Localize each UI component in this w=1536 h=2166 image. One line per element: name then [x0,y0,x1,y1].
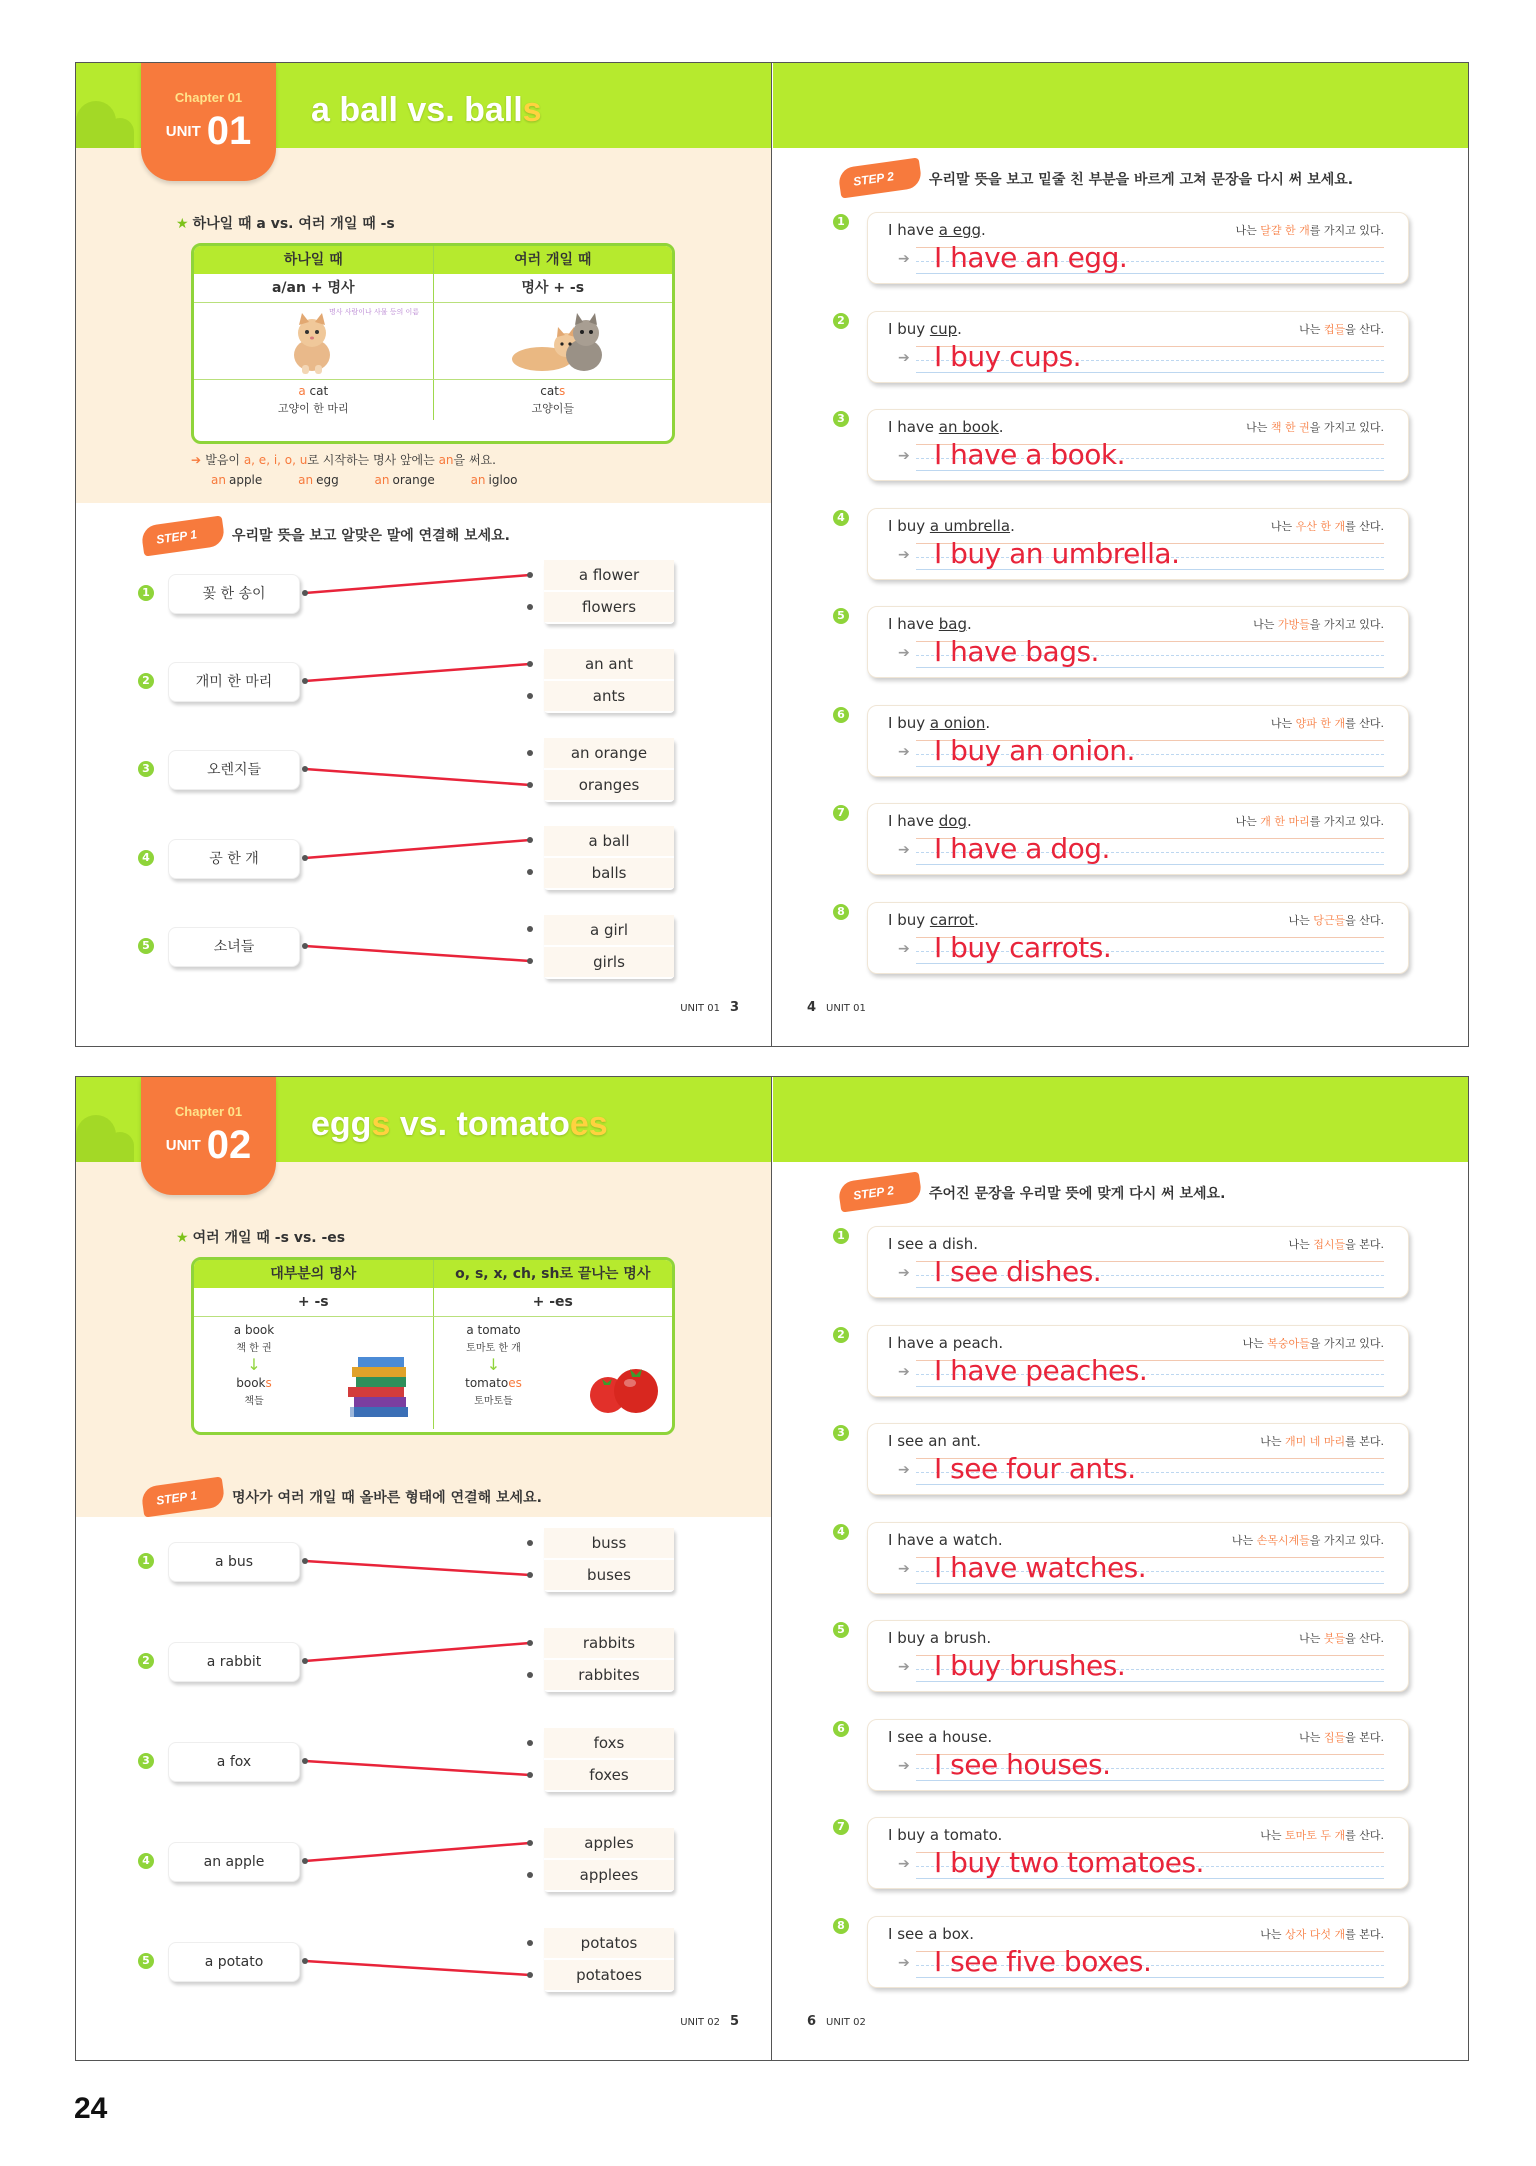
unit-badge [141,1077,276,1195]
unit-title [311,91,542,130]
match-dot[interactable] [527,1940,533,1946]
match-line [305,575,530,593]
tomatoes-image [584,1353,664,1419]
option-2[interactable]: buses [544,1560,674,1590]
page-footer: 6 UNIT 02 [807,2014,866,2029]
chapter-label: Chapter 01 [174,90,243,105]
exercise-card [867,606,1409,678]
exercise-card [867,409,1409,481]
title-highlight: s [522,91,542,129]
arrow-icon: ➔ [898,1462,910,1478]
exercise-prompt: I buy a brush. [888,1629,992,1647]
kr-book: 책 한 권 [236,1343,272,1354]
match-prompt[interactable]: an apple [168,1842,300,1882]
exercise-card [867,1817,1409,1889]
arrow-icon: ➔ [898,448,910,464]
match-prompt[interactable]: 공 한 개 [168,839,300,879]
match-line [305,1961,530,1975]
unit-number: 01 [206,109,252,153]
step-2-badge: STEP 2 [837,157,922,198]
item-number: 3 [833,1425,849,1441]
unit-title: eggs vs. tomatoes [311,1105,608,1143]
answer-text[interactable]: I buy carrots. [934,930,1112,964]
exercise-korean: 나는 우산 한 개를 산다. [1270,519,1384,533]
chapter-label: Chapter 01 [174,1104,243,1119]
exercise-card [867,508,1409,580]
answer-text[interactable]: I have watches. [934,1550,1147,1584]
match-line [305,946,530,961]
exercise-card [867,311,1409,383]
exercise-prompt: I have bag. [888,615,972,633]
page-4 [773,63,1468,1046]
item-number: 2 [833,313,849,329]
match-prompt[interactable]: 개미 한 마리 [168,662,300,702]
item-number: 4 [138,1853,154,1869]
exercise-prompt: I buy a onion. [888,713,991,732]
item-number: 1 [833,214,849,230]
match-line [305,1843,530,1861]
match-dot[interactable] [302,1758,308,1764]
exercise-prompt: I see a box. [888,1924,975,1943]
example-item: an egg [298,473,339,487]
answer-text[interactable]: I buy an umbrella. [934,536,1180,570]
item-number: 4 [833,510,849,526]
header-band [773,1077,1468,1162]
exercise-prompt: I have dog. [888,812,972,830]
match-prompt[interactable]: 오렌지들 [168,750,300,790]
rule-plural: 명사 + -s [521,280,585,296]
down-arrow-icon: ↓ [247,1355,261,1374]
page-5 [76,1077,772,2060]
exercise-prompt: I see a house. [888,1727,993,1746]
col-header-es: o, s, x, ch, sh로 끝나는 명사 [455,1266,651,1282]
grammar-table [191,243,675,444]
item-number: 1 [138,585,154,601]
leaf-decoration [106,1132,134,1162]
exercise-korean: 나는 책 한 권을 가지고 있다. [1246,421,1384,434]
exercise-card [867,1719,1409,1791]
books-image [344,1351,414,1419]
exercise-korean: 나는 상자 다섯 개를 본다. [1260,1927,1384,1941]
col-header-most: 대부분의 명사 [194,1260,434,1288]
match-dot[interactable] [527,1740,533,1746]
kr-tomato: 토마토 한 개 [466,1343,521,1354]
match-line [305,769,530,785]
match-dot[interactable] [527,1872,533,1878]
match-dot[interactable] [527,926,533,932]
match-dot[interactable] [527,837,533,843]
step-1-instruction: 우리말 뜻을 보고 알맞은 말에 연결해 보세요. [232,528,510,544]
arrow-icon: ➔ [898,1265,910,1281]
option-1[interactable]: an ant [544,649,674,679]
option-2[interactable]: potatoes [544,1960,674,1990]
word-tomato: a tomato [466,1323,521,1337]
option-2[interactable]: ants [544,681,674,711]
title-text: a ball vs. ball [311,91,523,129]
grammar-heading: ★ 하나일 때 a vs. 여러 개일 때 -s [176,216,395,232]
star-icon: ★ [176,1230,189,1246]
exercise-korean: 나는 손목시계들을 가지고 있다. [1231,1533,1384,1547]
spread-unit-02 [75,1076,1469,2061]
match-dot[interactable] [527,1572,533,1578]
match-dot[interactable] [302,1658,308,1664]
item-number: 1 [833,1228,849,1244]
page-6 [773,1077,1468,2060]
option-2[interactable]: oranges [544,770,674,800]
exercise-prompt: I have a egg. [888,221,986,239]
option-1[interactable]: buss [544,1528,674,1558]
answer-text[interactable]: I have bags. [934,635,1099,668]
exercise-prompt: I buy a tomato. [888,1826,1003,1844]
item-number: 3 [833,411,849,427]
step-1-badge: STEP 1 [140,1476,225,1517]
answer-text[interactable]: I see houses. [934,1747,1111,1781]
exercise-card [867,212,1409,284]
match-dot[interactable] [527,1772,533,1778]
exercise-card [867,1226,1409,1298]
noun-annotation: 명사 사람이나 사물 등의 이름 [329,308,420,316]
option-2[interactable]: foxes [544,1760,674,1790]
item-number: 2 [138,1653,154,1669]
header-band [773,63,1468,148]
arrow-icon: ➔ [898,1954,910,1971]
grammar-table [191,1257,675,1435]
exercise-card [867,1522,1409,1594]
match-dot[interactable] [527,572,533,578]
exercise-prompt: I buy carrot. [888,910,979,929]
exercise-prompt: I buy cup. [888,319,962,338]
option-2[interactable]: balls [544,858,674,888]
col-header-plural: 여러 개일 때 [514,252,592,268]
arrow-icon: ➔ [898,1363,910,1380]
rule-es: + -es [532,1294,573,1310]
page-footer: 4 UNIT 01 [807,1000,866,1015]
kr-tomatoes: 토마토들 [474,1396,513,1407]
example-item: an orange [374,473,435,487]
item-number: 4 [833,1524,849,1540]
grammar-heading: ★ 여러 개일 때 -s vs. -es [176,1230,346,1246]
match-prompt[interactable]: a rabbit [168,1642,300,1682]
kr-cat: 고양이 한 마리 [277,402,349,415]
exercise-korean: 나는 가방들을 가지고 있다. [1253,618,1384,631]
option-2[interactable]: rabbites [544,1660,674,1690]
item-number: 7 [833,1819,849,1835]
exercise-prompt: I have a watch. [888,1530,1003,1549]
option-1[interactable]: foxs [544,1728,674,1758]
exercise-korean: 나는 접시들을 본다. [1288,1238,1384,1251]
cats-image [502,309,612,375]
match-dot[interactable] [302,943,308,949]
exercise-card [867,1620,1409,1692]
item-number: 8 [833,1918,849,1934]
match-dot[interactable] [302,855,308,861]
exercise-prompt: I see an ant. [888,1432,982,1450]
match-dot[interactable] [302,1858,308,1864]
exercise-korean: 나는 달걀 한 개를 가지고 있다. [1235,224,1384,237]
step-2-instruction: 주어진 문장을 우리말 뜻에 맞게 다시 써 보세요. [929,1186,1226,1202]
item-number: 3 [138,761,154,777]
match-dot[interactable] [302,678,308,684]
page-3 [76,63,772,1046]
match-dot[interactable] [527,869,533,875]
match-prompt[interactable]: 소녀들 [168,927,300,967]
match-line [305,840,530,858]
down-arrow-icon: ↓ [486,1355,501,1374]
item-number: 1 [138,1553,154,1569]
exercise-korean: 나는 복숭아들을 가지고 있다. [1242,1336,1384,1350]
step-1-instruction: 명사가 여러 개일 때 올바른 형태에 연결해 보세요. [232,1490,542,1506]
col-header-singular: 하나일 때 [194,246,434,274]
exercise-prompt: I buy a umbrella. [888,516,1015,535]
answer-text[interactable]: I buy two tomatoes. [934,1846,1204,1879]
spread-unit-01 [75,62,1469,1047]
page-footer: UNIT 02 5 [680,2014,739,2029]
match-dot[interactable] [527,1672,533,1678]
suffix-s: s [558,384,566,398]
arrow-icon: ➔ [898,1757,910,1774]
arrow-icon: ➔ [898,1856,910,1872]
example-item: an igloo [470,473,518,487]
item-number: 5 [138,1953,154,1969]
exercise-prompt: I have an book. [888,418,1004,436]
option-1[interactable]: an orange [544,738,674,768]
exercise-korean: 나는 토마토 두 개를 산다. [1260,1829,1384,1842]
exercise-korean: 나는 당근들을 산다. [1288,913,1384,927]
match-dot[interactable] [527,958,533,964]
match-dot[interactable] [302,590,308,596]
match-dot[interactable] [302,1958,308,1964]
article-a: a [298,384,306,398]
option-2[interactable]: applees [544,1860,674,1890]
example-item: an apple [211,473,263,487]
rule-singular: a/an + 명사 [194,274,434,302]
match-dot[interactable] [527,1540,533,1546]
arrow-icon: ➔ [898,1659,910,1675]
option-1[interactable]: rabbits [544,1628,674,1658]
exercise-korean: 나는 컵들을 산다. [1299,322,1384,336]
match-prompt[interactable]: a fox [168,1742,300,1782]
match-dot[interactable] [527,1840,533,1846]
match-dot[interactable] [527,661,533,667]
item-number: 5 [138,938,154,954]
arrow-icon: ➔ [191,453,206,467]
step-1-badge: STEP 1 [140,515,225,556]
match-dot[interactable] [527,1640,533,1646]
exercise-card [867,1916,1409,1988]
answer-text[interactable]: I have a book. [934,438,1125,471]
match-dot[interactable] [527,604,533,610]
unit-label: UNIT [165,123,201,140]
answer-text[interactable]: I see four ants. [934,1452,1136,1485]
step-2-instruction: 우리말 뜻을 보고 밑줄 친 부분을 바르게 고쳐 문장을 다시 써 보세요. [929,172,1354,188]
arrow-icon: ➔ [898,842,910,858]
exercise-korean: 나는 개미 네 마리를 본다. [1260,1435,1384,1448]
answer-text[interactable]: I buy an onion. [934,733,1135,767]
word-cats: cat [540,384,559,398]
match-dot[interactable] [527,693,533,699]
match-dot[interactable] [302,766,308,772]
option-1[interactable]: a ball [544,826,674,856]
item-number: 6 [833,707,849,723]
unit-label: UNIT [165,1137,201,1154]
match-prompt[interactable]: 꽃 한 송이 [168,574,300,614]
suffix-es: es [508,1376,522,1390]
match-prompt[interactable]: a bus [168,1542,300,1582]
exercise-korean: 나는 붓들을 산다. [1299,1632,1384,1645]
item-number: 8 [833,904,849,920]
match-dot[interactable] [302,1558,308,1564]
match-dot[interactable] [527,1972,533,1978]
answer-text[interactable]: I have a dog. [934,832,1110,865]
page-footer: UNIT 01 3 [680,1000,739,1015]
answer-text[interactable]: I buy cups. [934,339,1082,373]
rule-s: + -s [194,1288,434,1316]
kr-books: 책들 [244,1396,264,1407]
option-1[interactable]: a flower [544,560,674,590]
star-icon: ★ [176,216,189,232]
exercise-korean: 나는 양파 한 개를 산다. [1270,716,1384,730]
item-number: 5 [833,1622,849,1638]
answer-text[interactable]: I have peaches. [934,1353,1148,1387]
arrow-icon: ➔ [898,349,910,366]
word-books: book [236,1376,266,1390]
exercise-card [867,1325,1409,1397]
match-line [305,1643,530,1661]
option-2[interactable]: flowers [544,592,674,622]
option-1[interactable]: potatos [544,1928,674,1958]
arrow-icon: ➔ [898,546,910,563]
an-examples [211,473,550,487]
suffix-s: s [265,1376,272,1390]
leaf-decoration [106,118,134,148]
option-1[interactable]: apples [544,1828,674,1858]
exercise-prompt: I have a peach. [888,1333,1004,1352]
exercise-card [867,902,1409,974]
word-cat: cat [305,384,329,398]
item-number: 2 [833,1327,849,1343]
item-number: 5 [833,608,849,624]
exercise-card [867,1423,1409,1495]
arrow-icon: ➔ [898,645,910,661]
arrow-icon: ➔ [898,940,910,957]
item-number: 3 [138,1753,154,1769]
unit-number: 02 [206,1123,252,1167]
option-1[interactable]: a girl [544,915,674,945]
match-dot[interactable] [527,782,533,788]
option-2[interactable]: girls [544,947,674,977]
unit-badge [141,63,276,181]
answer-text[interactable]: I see dishes. [934,1255,1102,1288]
arrow-icon: ➔ [898,1560,910,1577]
item-number: 4 [138,850,154,866]
arrow-icon: ➔ [898,743,910,760]
kr-cats: 고양이들 [531,402,574,415]
arrow-icon: ➔ [898,251,910,267]
answer-text[interactable]: I have an egg. [934,241,1128,274]
match-prompt[interactable]: a potato [168,1942,300,1982]
exercise-card [867,803,1409,875]
item-number: 2 [138,673,154,689]
match-line [305,1561,530,1575]
word-tomatoes: tomato [465,1376,509,1390]
exercise-korean: 나는 집들을 본다. [1299,1730,1384,1744]
exercise-korean: 나는 개 한 마리를 가지고 있다. [1235,815,1384,828]
word-book: a book [233,1323,275,1337]
match-dot[interactable] [527,750,533,756]
exercise-prompt: I see a dish. [888,1235,978,1253]
step-2-badge: STEP 2 [837,1171,922,1212]
match-line [305,1761,530,1775]
item-number: 7 [833,805,849,821]
an-note: ➔ 발음이 a, e, i, o, u로 시작하는 명사 앞에는 an을 써요. [191,453,496,467]
answer-text[interactable]: I buy brushes. [934,1649,1126,1682]
item-number: 6 [833,1721,849,1737]
match-line [305,664,530,681]
cat-image [282,309,342,375]
exercise-card [867,705,1409,777]
answer-text[interactable]: I see five boxes. [934,1944,1152,1978]
book-page-number: 24 [74,2092,108,2125]
